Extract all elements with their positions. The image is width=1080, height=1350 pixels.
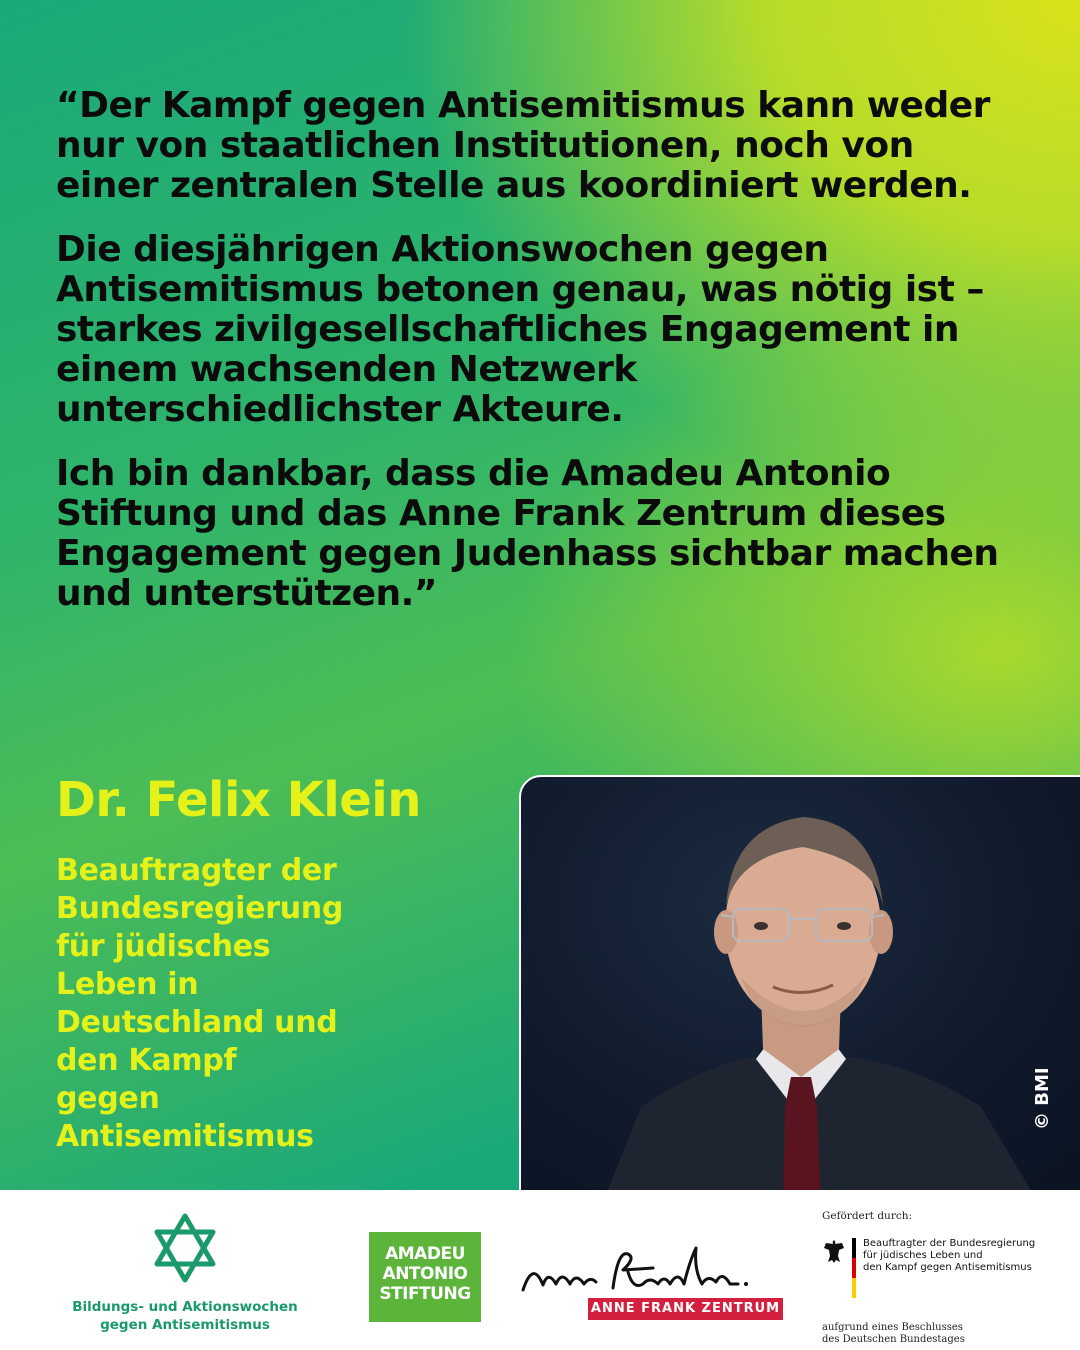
footer [0,1190,1080,1350]
quote-paragraph-1: “Der Kampf gegen Antisemitismus kann weder nur von staatlichen Institutionen, noch von einer zentralen Stelle aus koordiniert werden. [56,85,990,206]
role-line: Antisemitismus [56,1119,314,1154]
funder-label: Gefördert durch: [822,1210,913,1222]
speaker-name: Dr. Felix Klein [56,772,421,828]
speaker-photo [519,775,1080,1190]
quote-text [56,86,1016,638]
funder-line: Beauftragter der Bundesregierung [863,1238,1036,1249]
speaker-role [56,852,496,1156]
role-line: für jüdisches [56,929,271,964]
funder-note-line: aufgrund eines Beschlusses [822,1322,963,1333]
funder-line: für jüdisches Leben und [863,1250,983,1261]
german-flag-icon [852,1238,856,1298]
anne-frank-zentrum-logo [518,1240,788,1320]
aas-line: AMADEU [385,1244,465,1264]
bildungswochen-line-1: Bildungs- und Aktionswochen [72,1299,298,1315]
bildungswochen-logo [60,1212,310,1334]
federal-eagle-icon [822,1238,846,1264]
funder-note-line: des Deutschen Bundestages [822,1334,965,1345]
bildungswochen-line-2: gegen Antisemitismus [100,1317,270,1333]
quote-paragraph-3: Ich bin dankbar, dass die Amadeu Antonio Stiftung und das Anne Frank Zentrum dieses Engagement gegen Judenhass sichtbar machen und unterstützen.” [56,453,999,614]
funder-line: den Kampf gegen Antisemitismus [863,1262,1032,1273]
role-line: den Kampf [56,1043,237,1078]
role-line: gegen [56,1081,160,1116]
portrait-illustration [521,777,1080,1190]
aas-line: STIFTUNG [379,1284,471,1304]
role-line: Leben in [56,967,199,1002]
aas-line: ANTONIO [382,1264,468,1284]
funder-note [822,1322,1072,1346]
star-of-david-icon [153,1212,217,1284]
anne-frank-zentrum-bar: ANNE FRANK ZENTRUM [588,1298,783,1320]
photo-credit: © BMI [1032,1067,1053,1130]
amadeu-antonio-stiftung-logo [369,1232,481,1322]
quote-paragraph-2: Die diesjährigen Aktionswochen gegen Antisemitismus betonen genau, was nötig ist – starkes zivilgesellschaftliches Engagement in einem wachsenden Netzwerk unterschiedlichster Akteure. [56,229,984,430]
funder-block [822,1210,1072,1346]
role-line: Deutschland und [56,1005,338,1040]
anne-frank-signature-icon [518,1240,788,1300]
role-line: Beauftragter der [56,853,337,888]
role-line: Bundesregierung [56,891,343,926]
